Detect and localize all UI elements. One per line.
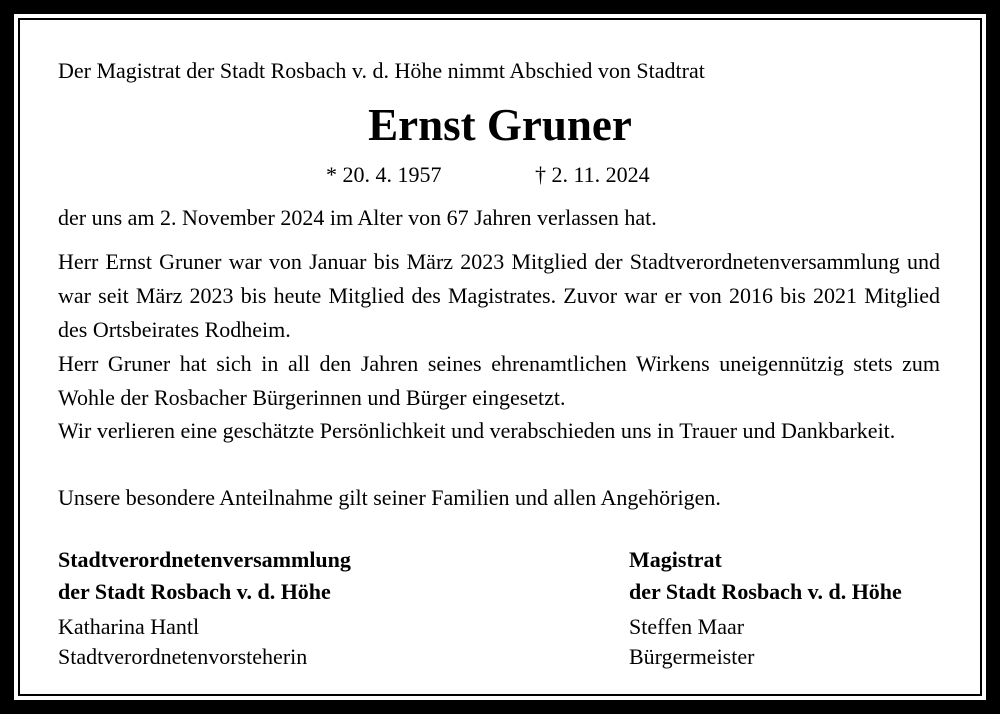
death-date: † 2. 11. 2024 (535, 162, 650, 187)
right-org-line1: Magistrat (629, 547, 722, 572)
deceased-name: Ernst Gruner (368, 100, 632, 150)
left-org-line1: Stadtverordnetenversammlung (58, 547, 351, 572)
right-org-line2: der Stadt Rosbach v. d. Höhe (629, 579, 902, 604)
intro-line: Der Magistrat der Stadt Rosbach v. d. Höhe nimmt Abschied von Stadtrat (58, 58, 705, 83)
paragraph-service: Herr Gruner hat sich in all den Jahren seines ehrenamtlichen Wirkens uneigennützig stets zum Wohle der Rosbacher Bürgerinnen und Bürger eingesetzt. (58, 351, 940, 410)
birth-date: * 20. 4. 1957 (326, 162, 442, 187)
notice-border (18, 18, 982, 696)
right-signatory-role: Bürgermeister (629, 644, 755, 669)
notice-inner (14, 14, 986, 700)
paragraph-farewell: Wir verlieren eine geschätzte Persönlichkeit und verabschieden uns in Trauer und Dankbarkeit. (58, 418, 896, 443)
left-signatory-role: Stadtverordnetenvorsteherin (58, 644, 308, 669)
paragraph-passing: der uns am 2. November 2024 im Alter von 67 Jahren verlassen hat. (58, 205, 657, 230)
paragraph-condolence: Unsere besondere Anteilnahme gilt seiner Familien und allen Angehörigen. (58, 485, 721, 510)
right-signatory-name: Steffen Maar (629, 614, 745, 639)
left-org-line2: der Stadt Rosbach v. d. Höhe (58, 579, 331, 604)
left-signatory-name: Katharina Hantl (58, 614, 200, 639)
paragraph-career: Herr Ernst Gruner war von Januar bis März 2023 Mitglied der Stadtverordnetenversammlung und war seit März 2023 bis heute Mitglied des Magistrates. Zuvor war er von 2016 bis 2021 Mitglied des Ortsbeirates Rodheim. (58, 249, 940, 342)
